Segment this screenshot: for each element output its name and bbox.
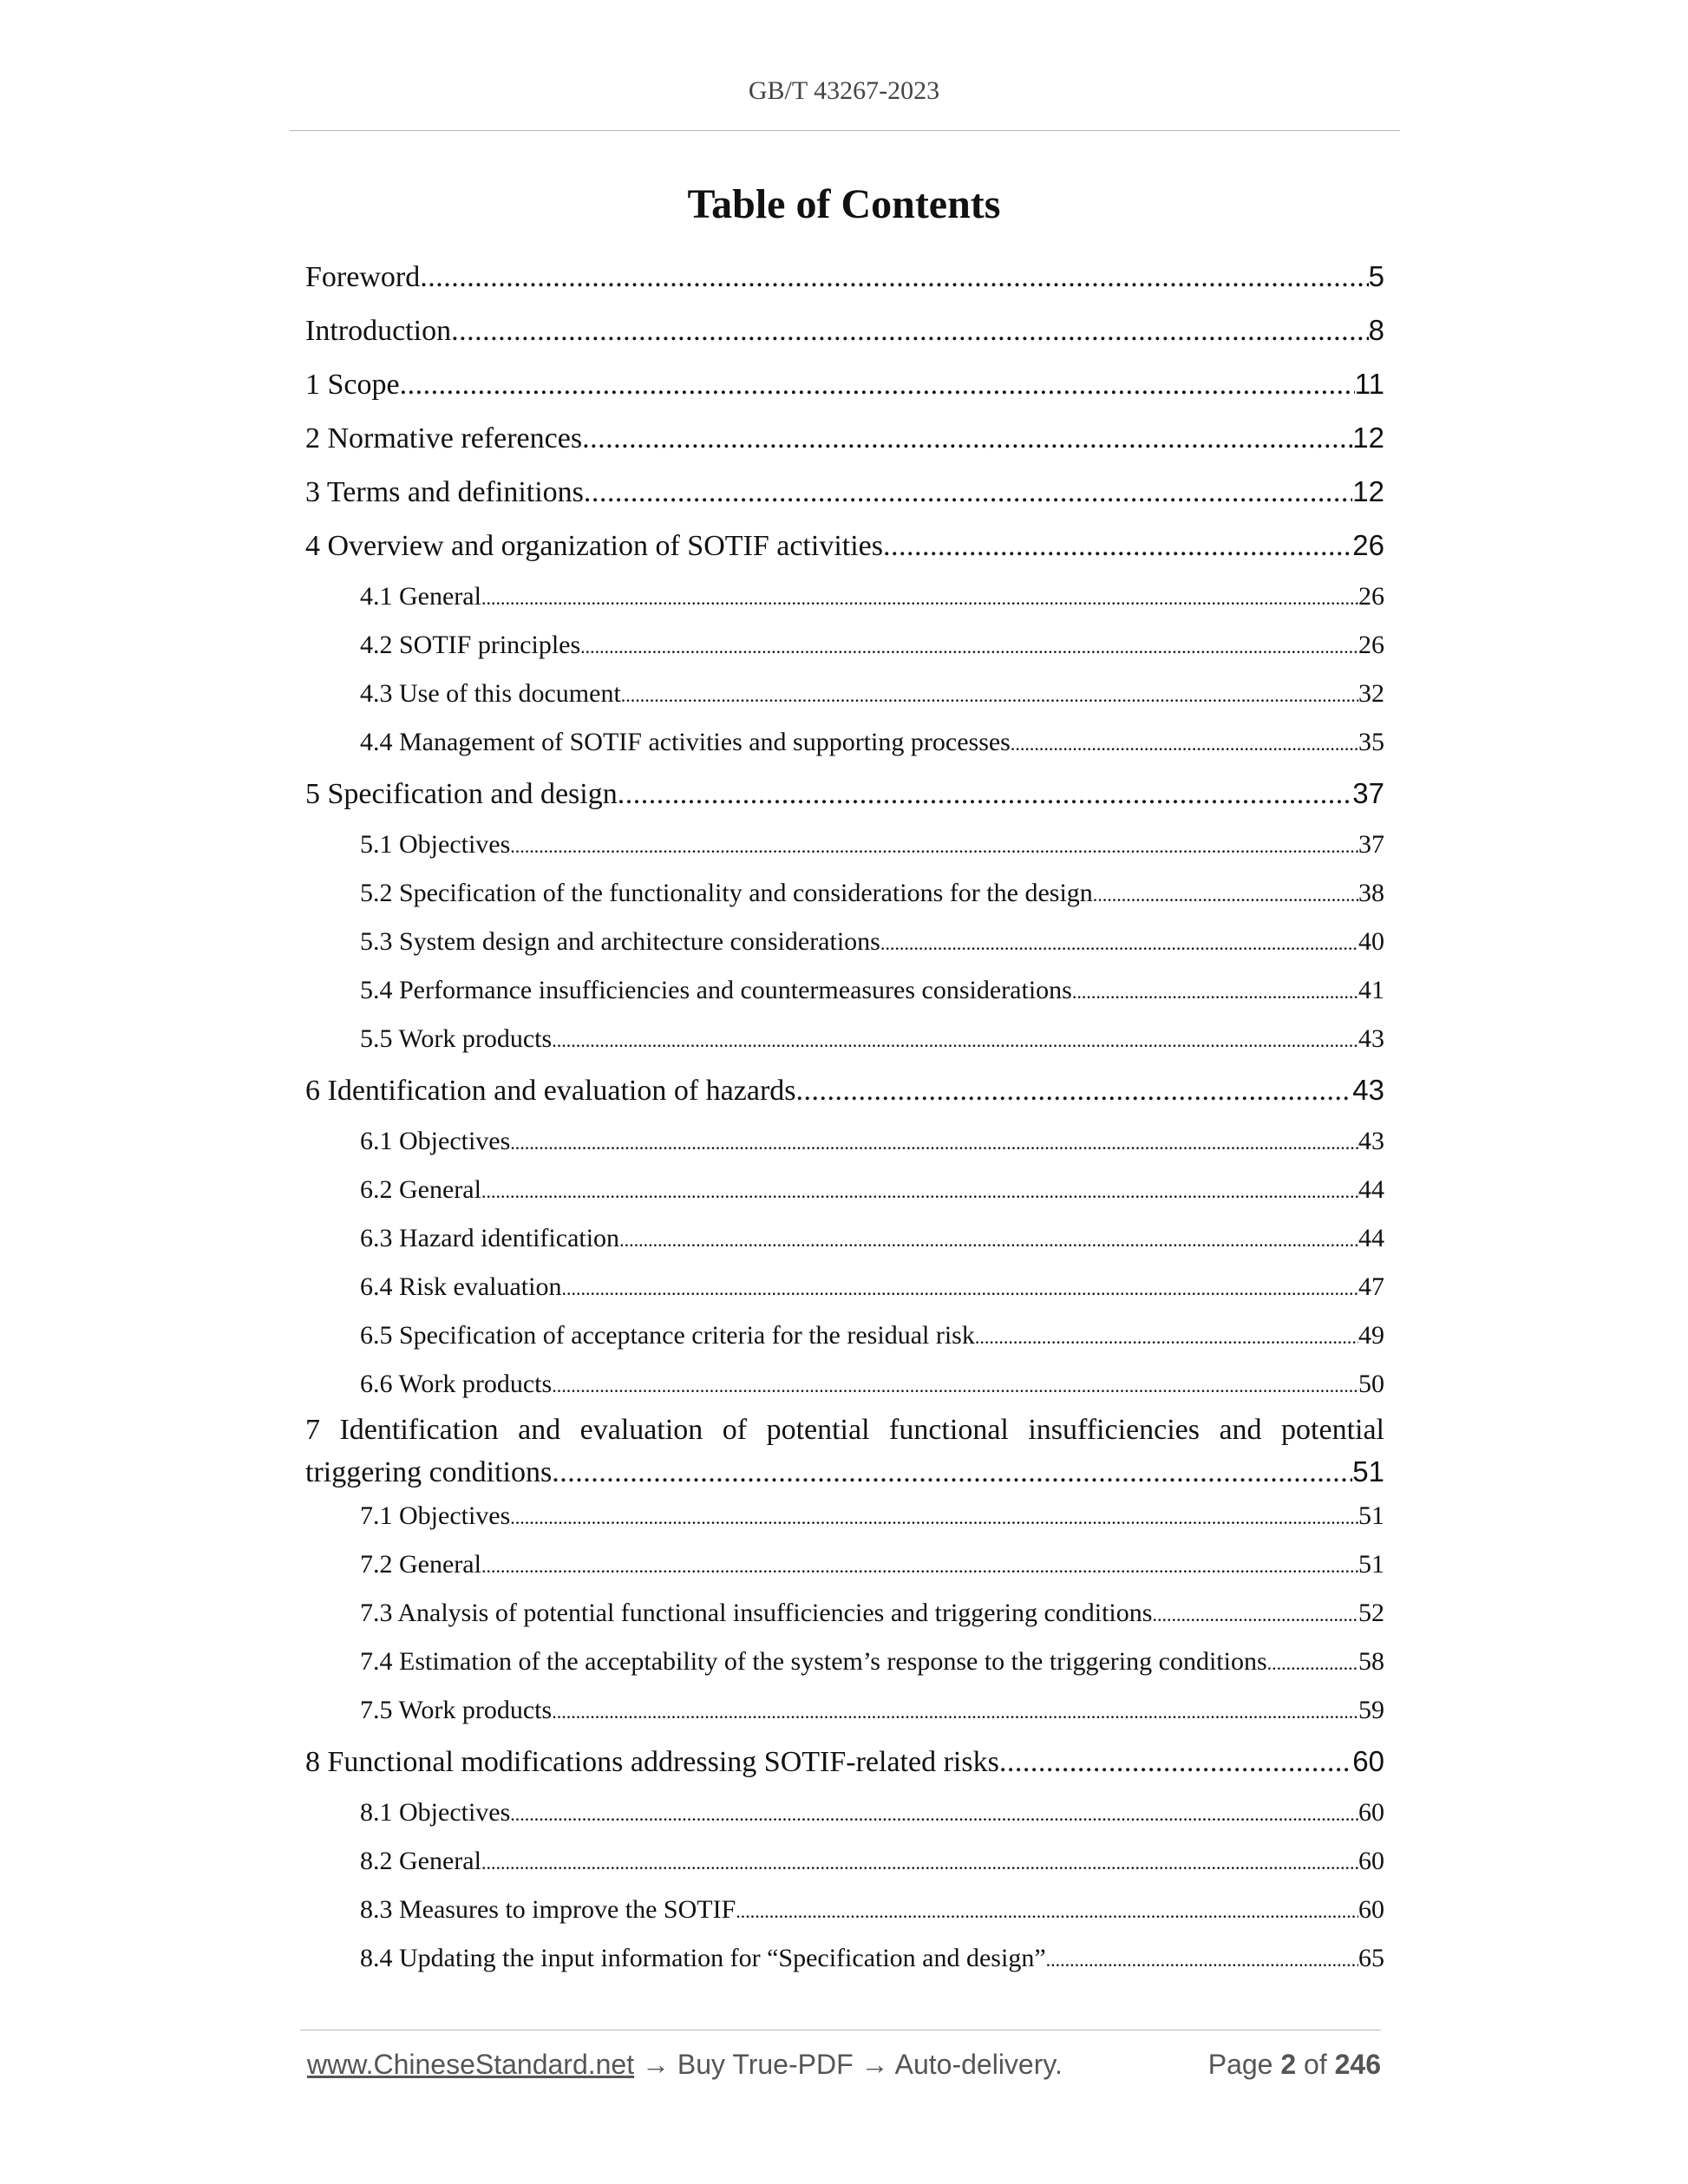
toc-entry-page: 26 bbox=[1358, 631, 1384, 659]
toc-entry-page: 58 bbox=[1358, 1647, 1384, 1676]
dot-leader bbox=[975, 1313, 1358, 1362]
toc-entry-page: 5 bbox=[1368, 260, 1384, 292]
toc-entry-page: 51 bbox=[1358, 1550, 1384, 1579]
toc-subentry-6-5[interactable] bbox=[305, 1311, 1384, 1360]
toc-subentry-7-2[interactable] bbox=[305, 1540, 1384, 1589]
toc-entry-page: 52 bbox=[1358, 1599, 1384, 1627]
toc-subentry-7-3[interactable] bbox=[305, 1589, 1384, 1638]
dot-leader bbox=[451, 304, 1369, 358]
dot-leader bbox=[883, 520, 1352, 573]
toc-entry-page: 43 bbox=[1352, 1074, 1384, 1106]
page-word: Page bbox=[1207, 2049, 1273, 2080]
dot-leader bbox=[880, 919, 1358, 968]
toc-entry-label: 8.2 General bbox=[360, 1847, 481, 1875]
toc-entry-label: 8.4 Updating the input information for “Specification and design” bbox=[360, 1944, 1046, 1972]
toc-entry-section-7[interactable] bbox=[305, 1409, 1384, 1492]
dot-leader bbox=[580, 623, 1358, 671]
dot-leader bbox=[481, 574, 1358, 623]
toc-entry-label: 4.4 Management of SOTIF activities and supporting processes bbox=[360, 728, 1011, 756]
toc-subentry-5-5[interactable] bbox=[305, 1015, 1384, 1063]
toc-subentry-5-2[interactable] bbox=[305, 869, 1384, 918]
toc-entry-label: 8.3 Measures to improve the SOTIF bbox=[360, 1895, 736, 1924]
toc-entry-page: 11 bbox=[1354, 368, 1384, 400]
toc-entry-label: 2 Normative references bbox=[305, 422, 583, 454]
toc-entry-page: 40 bbox=[1358, 927, 1384, 956]
toc-entry-introduction[interactable] bbox=[305, 304, 1384, 357]
toc-subentry-8-4[interactable] bbox=[305, 1934, 1384, 1983]
dot-leader bbox=[582, 412, 1352, 466]
toc-entry-page: 47 bbox=[1358, 1272, 1384, 1301]
page-footer bbox=[307, 2049, 1381, 2081]
dot-leader bbox=[584, 466, 1352, 520]
toc-entry-label: 6 Identification and evaluation of hazards bbox=[305, 1075, 796, 1107]
toc-entry-label: 5.2 Specification of the functionality and considerations for the design bbox=[360, 879, 1093, 907]
toc-entry-label: 7.2 General bbox=[360, 1550, 481, 1579]
dot-leader bbox=[1267, 1639, 1358, 1688]
toc-subentry-7-1[interactable] bbox=[305, 1492, 1384, 1540]
dot-leader bbox=[999, 1736, 1352, 1789]
toc-entry-page: 59 bbox=[1358, 1696, 1384, 1724]
page-number bbox=[1208, 2049, 1381, 2081]
toc-subentry-5-4[interactable] bbox=[305, 966, 1384, 1015]
website-link[interactable]: www.ChineseStandard.net bbox=[307, 2049, 635, 2080]
footer-promo bbox=[307, 2049, 1063, 2081]
document-header: GB/T 43267-2023 bbox=[748, 76, 940, 105]
toc-entry-label: 5.1 Objectives bbox=[360, 830, 511, 859]
toc-entry-label: Foreword bbox=[305, 261, 421, 293]
toc-entry-label: 4.1 General bbox=[360, 582, 481, 611]
toc-entry-page: 44 bbox=[1358, 1175, 1384, 1204]
dot-leader bbox=[1046, 1936, 1358, 1985]
toc-entry-page: 38 bbox=[1358, 879, 1384, 907]
page-title: Table of Contents bbox=[687, 181, 1001, 227]
dot-leader bbox=[510, 822, 1358, 871]
toc-entry-page: 32 bbox=[1358, 679, 1384, 708]
toc-entry-label: 6.6 Work products bbox=[360, 1370, 553, 1398]
toc-subentry-7-4[interactable] bbox=[305, 1638, 1384, 1686]
toc-subentry-6-2[interactable] bbox=[305, 1166, 1384, 1214]
toc-entry-terms-and-definitions[interactable] bbox=[305, 465, 1384, 519]
toc-entry-scope[interactable] bbox=[305, 357, 1384, 411]
toc-entry-page: 49 bbox=[1358, 1321, 1384, 1350]
toc-entry-page: 51 bbox=[1358, 1501, 1384, 1530]
dot-leader bbox=[1072, 968, 1358, 1017]
toc-entry-label: 5 Specification and design bbox=[305, 778, 618, 810]
dot-leader bbox=[796, 1064, 1353, 1118]
table-of-contents bbox=[305, 250, 1384, 1983]
toc-entry-page: 51 bbox=[1352, 1455, 1384, 1488]
toc-subentry-4-2[interactable] bbox=[305, 621, 1384, 670]
toc-entry-page: 12 bbox=[1352, 422, 1384, 454]
toc-entry-section-4[interactable] bbox=[305, 519, 1384, 572]
dot-leader bbox=[481, 1839, 1358, 1887]
toc-entry-line2 bbox=[305, 1452, 1384, 1492]
toc-entry-label: 8.1 Objectives bbox=[360, 1798, 511, 1827]
toc-entry-page: 41 bbox=[1358, 976, 1384, 1004]
toc-entry-label: triggering conditions bbox=[305, 1456, 553, 1488]
toc-entry-label: 5.3 System design and architecture considerations bbox=[360, 927, 880, 956]
toc-entry-label-line1: 7 Identification and evaluation of potential functional insufficiencies and potential bbox=[305, 1414, 1384, 1446]
dot-leader bbox=[400, 358, 1355, 412]
dot-leader bbox=[552, 1688, 1358, 1736]
dot-leader bbox=[552, 1362, 1358, 1410]
toc-entry-label: 4.3 Use of this document bbox=[360, 679, 621, 708]
toc-entry-page: 43 bbox=[1358, 1127, 1384, 1155]
dot-leader bbox=[481, 1542, 1358, 1591]
toc-entry-label: 3 Terms and definitions bbox=[305, 476, 584, 508]
toc-entry-label: 5.5 Work products bbox=[360, 1024, 553, 1053]
toc-subentry-7-5[interactable] bbox=[305, 1686, 1384, 1735]
toc-entry-label: 7.4 Estimation of the acceptability of the system’s response to the triggering conditions bbox=[360, 1647, 1267, 1676]
dot-leader bbox=[510, 1790, 1358, 1839]
toc-entry-foreword[interactable] bbox=[305, 250, 1384, 304]
dot-leader bbox=[1011, 720, 1358, 768]
toc-entry-page: 35 bbox=[1358, 728, 1384, 756]
toc-entry-page: 60 bbox=[1358, 1847, 1384, 1875]
toc-entry-page: 60 bbox=[1358, 1895, 1384, 1924]
toc-entry-label: 6.5 Specification of acceptance criteria for the residual risk bbox=[360, 1321, 975, 1350]
toc-subentry-5-3[interactable] bbox=[305, 918, 1384, 966]
dot-leader bbox=[1093, 871, 1358, 919]
toc-entry-label: 6.1 Objectives bbox=[360, 1127, 511, 1155]
toc-subentry-8-3[interactable] bbox=[305, 1886, 1384, 1934]
toc-entry-page: 8 bbox=[1368, 314, 1384, 346]
toc-entry-label: 7.1 Objectives bbox=[360, 1501, 511, 1530]
toc-subentry-6-3[interactable] bbox=[305, 1214, 1384, 1263]
toc-subentry-8-2[interactable] bbox=[305, 1837, 1384, 1886]
dot-leader bbox=[618, 768, 1353, 821]
dot-leader bbox=[619, 1216, 1358, 1265]
current-page: 2 bbox=[1280, 2049, 1297, 2080]
toc-entry-page: 44 bbox=[1358, 1224, 1384, 1252]
dot-leader bbox=[552, 1017, 1358, 1065]
dot-leader bbox=[736, 1887, 1358, 1936]
toc-entry-page: 60 bbox=[1352, 1745, 1384, 1777]
toc-entry-label: 1 Scope bbox=[305, 369, 400, 401]
toc-entry-page: 37 bbox=[1352, 777, 1384, 809]
toc-entry-label: 6.2 General bbox=[360, 1175, 481, 1204]
toc-entry-page: 26 bbox=[1358, 582, 1384, 611]
toc-subentry-4-1[interactable] bbox=[305, 572, 1384, 621]
dot-leader bbox=[420, 251, 1368, 304]
toc-entry-label: 5.4 Performance insufficiencies and countermeasures considerations bbox=[360, 976, 1072, 1004]
toc-entry-page: 37 bbox=[1358, 830, 1384, 859]
toc-entry-label: Introduction bbox=[305, 315, 452, 347]
dot-leader bbox=[510, 1119, 1358, 1167]
dot-leader bbox=[481, 1167, 1358, 1216]
toc-entry-page: 26 bbox=[1352, 529, 1384, 561]
dot-leader bbox=[552, 1453, 1352, 1493]
promo-text: → Buy True-PDF → Auto-delivery. bbox=[642, 2049, 1063, 2080]
toc-subentry-4-3[interactable] bbox=[305, 670, 1384, 718]
toc-entry-section-8[interactable] bbox=[305, 1735, 1384, 1788]
page-of: of bbox=[1304, 2049, 1327, 2080]
dot-leader bbox=[1152, 1591, 1358, 1639]
toc-subentry-6-4[interactable] bbox=[305, 1263, 1384, 1311]
toc-entry-label: 7.3 Analysis of potential functional insufficiencies and triggering conditions bbox=[360, 1599, 1153, 1627]
toc-entry-label: 8 Functional modifications addressing SOTIF-related risks bbox=[305, 1746, 999, 1778]
toc-entry-section-5[interactable] bbox=[305, 767, 1384, 821]
toc-entry-page: 12 bbox=[1352, 475, 1384, 507]
toc-entry-section-6[interactable] bbox=[305, 1063, 1384, 1117]
toc-entry-label: 6.4 Risk evaluation bbox=[360, 1272, 562, 1301]
toc-entry-normative-references[interactable] bbox=[305, 411, 1384, 465]
total-pages: 246 bbox=[1334, 2049, 1381, 2080]
toc-subentry-6-6[interactable] bbox=[305, 1360, 1384, 1409]
toc-entry-page: 50 bbox=[1358, 1370, 1384, 1398]
toc-entry-label: 7.5 Work products bbox=[360, 1696, 553, 1724]
toc-entry-page: 65 bbox=[1358, 1944, 1384, 1972]
toc-entry-label: 6.3 Hazard identification bbox=[360, 1224, 620, 1252]
toc-subentry-4-4[interactable] bbox=[305, 718, 1384, 767]
dot-leader bbox=[561, 1265, 1358, 1313]
toc-entry-page: 60 bbox=[1358, 1798, 1384, 1827]
toc-entry-label: 4.2 SOTIF principles bbox=[360, 631, 581, 659]
dot-leader bbox=[621, 671, 1358, 720]
toc-entry-page: 43 bbox=[1358, 1024, 1384, 1053]
toc-entry-label: 4 Overview and organization of SOTIF activities bbox=[305, 530, 883, 562]
header-divider bbox=[290, 130, 1400, 131]
toc-subentry-6-1[interactable] bbox=[305, 1117, 1384, 1166]
dot-leader bbox=[510, 1494, 1358, 1542]
toc-subentry-8-1[interactable] bbox=[305, 1788, 1384, 1837]
toc-subentry-5-1[interactable] bbox=[305, 821, 1384, 869]
